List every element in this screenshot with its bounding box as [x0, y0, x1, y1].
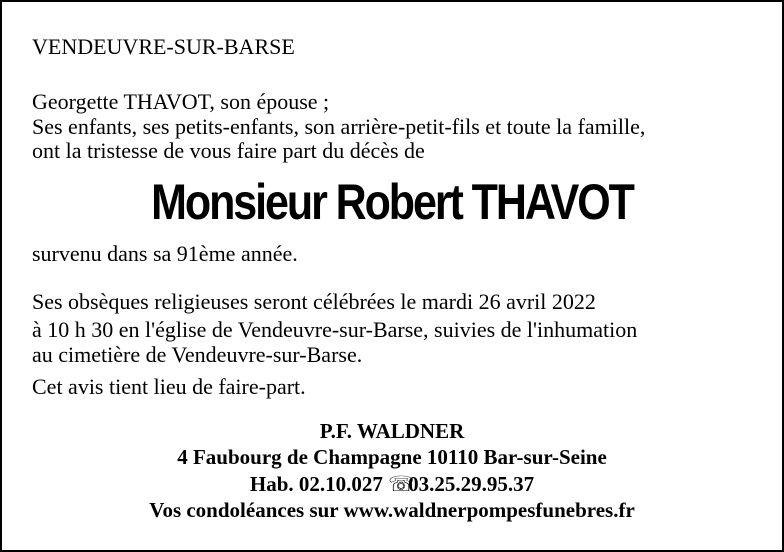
funeral-line: à 10 h 30 en l'église de Vendeuvre-sur-Barse, suivies de l'inhumation	[32, 317, 638, 342]
phone-icon: ☏	[388, 472, 415, 496]
funeral-home-address: 4 Faubourg de Champagne 10110 Bar-sur-Seine	[177, 445, 607, 469]
funeral-line: au cimetière de Vendeuvre-sur-Barse.	[32, 342, 363, 367]
location-heading: VENDEUVRE-SUR-BARSE	[32, 34, 295, 59]
age-line: survenu dans sa 91ème année.	[32, 241, 298, 266]
closing-line: Cet avis tient lieu de faire-part.	[32, 374, 306, 399]
condolences-line: Vos condoléances sur www.waldnerpompesfunebres.fr	[149, 498, 635, 522]
family-line: ont la tristesse de vous faire part du décès de	[32, 138, 425, 163]
deceased-name: Monsieur Robert THAVOT	[151, 174, 633, 230]
family-line: Georgette THAVOT, son épouse ;	[32, 89, 330, 114]
funeral-line: Ses obsèques religieuses seront célébrées le mardi 26 avril 2022	[32, 289, 596, 314]
funeral-home-name: P.F. WALDNER	[319, 419, 465, 443]
funeral-home-contact	[2, 472, 782, 496]
phone-number: 03.25.29.95.37	[408, 472, 535, 496]
family-line: Ses enfants, ses petits-enfants, son arrière-petit-fils et toute la famille,	[32, 114, 646, 139]
hab-number: Hab. 02.10.027	[249, 472, 383, 496]
